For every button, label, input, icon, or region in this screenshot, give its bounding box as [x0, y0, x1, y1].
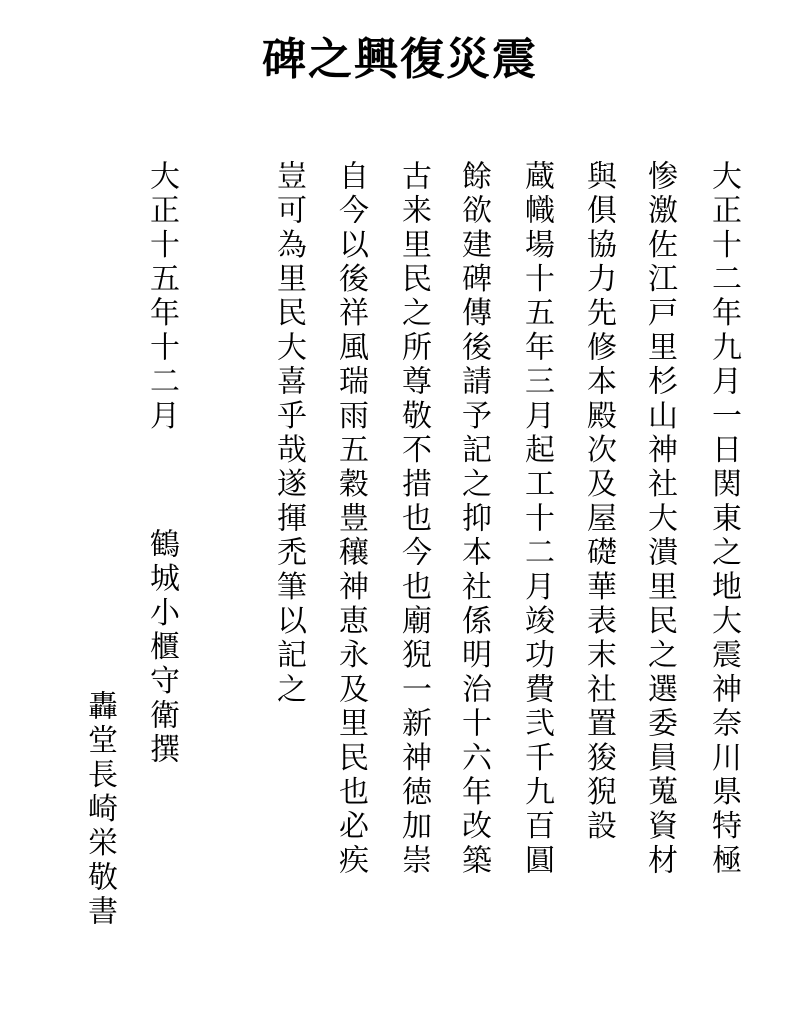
inscription-line-2: 惨激佐江戸里杉山神社大潰里民之選委員蒐資材: [642, 160, 677, 879]
inscription-author: 鶴城小櫃守衛撰: [144, 528, 179, 768]
inscription-calligrapher: 轟堂長崎栄敬書: [82, 690, 117, 930]
inscription-date: 大正十五年十二月: [144, 160, 179, 434]
inscription-line-4: 蔵幟場十五年三月起工十二月竣功費弐千九百圓: [519, 160, 554, 879]
inscription-line-7: 自今以後祥風瑞雨五穀豊穰神恵永及里民也必疾: [333, 160, 368, 879]
inscription-line-5: 餘欲建碑傳後請予記之抑本社係明治十六年改築: [456, 160, 491, 879]
inscription-title: 碑之興復災震: [262, 34, 538, 85]
inscription-line-1: 大正十二年九月一日関東之地大震神奈川県特極: [706, 160, 741, 879]
inscription-line-3: 與俱協力先修本殿次及屋礎華表末社置狻猊設: [581, 160, 616, 844]
inscription-line-6: 古来里民之所尊敬不措也今也廟猊一新神徳加崇: [396, 160, 431, 879]
inscription-line-8: 豈可為里民大喜乎哉遂揮禿筆以記之: [271, 160, 306, 708]
